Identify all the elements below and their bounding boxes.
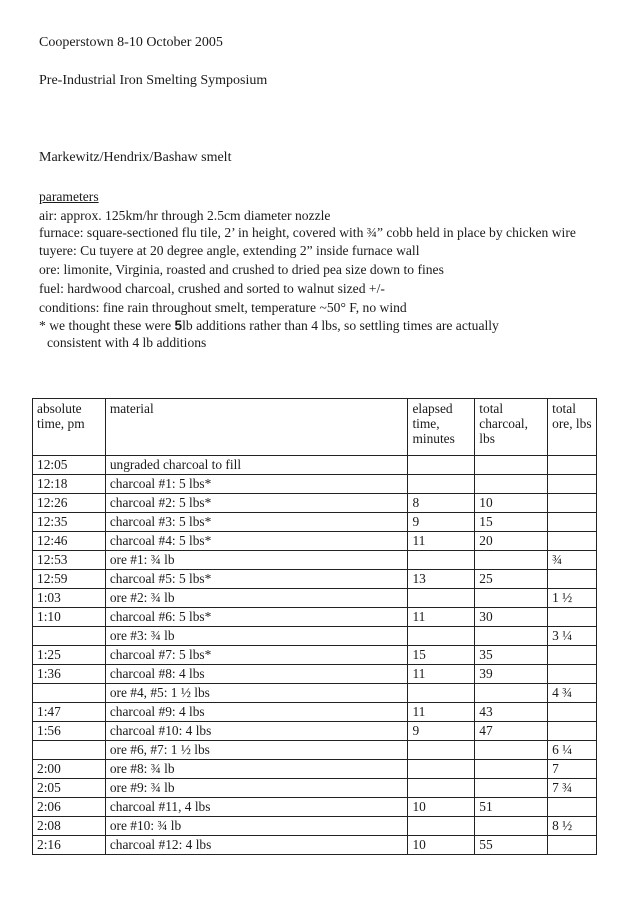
cell-ore: 8 ½ <box>548 817 597 836</box>
cell-ore <box>548 494 597 513</box>
cell-elapsed: 11 <box>408 665 475 684</box>
cell-charcoal <box>475 589 548 608</box>
table-row <box>33 475 597 494</box>
cell-material: charcoal #6: 5 lbs* <box>105 608 408 627</box>
header-elapsed-time: elapsed time, minutes <box>408 399 475 456</box>
cell-time: 12:18 <box>33 475 106 494</box>
param-ore: ore: limonite, Virginia, roasted and crushed to dried pea size down to fines <box>39 261 444 277</box>
param-furnace: furnace: square-sectioned flu tile, 2’ in height, covered with ¾” cobb held in place by chicken wire <box>39 225 576 240</box>
cell-time: 1:25 <box>33 646 106 665</box>
table-row <box>33 798 597 817</box>
table-row <box>33 456 597 475</box>
cell-charcoal <box>475 551 548 570</box>
cell-charcoal: 43 <box>475 703 548 722</box>
cell-material: charcoal #9: 4 lbs <box>105 703 408 722</box>
cell-ore <box>548 836 597 855</box>
table-body <box>33 456 597 855</box>
cell-material: ore #4, #5: 1 ½ lbs <box>105 684 408 703</box>
cell-time: 12:05 <box>33 456 106 475</box>
table-row <box>33 494 597 513</box>
cell-charcoal: 51 <box>475 798 548 817</box>
cell-elapsed <box>408 817 475 836</box>
cell-charcoal <box>475 741 548 760</box>
cell-ore: ¾ <box>548 551 597 570</box>
cell-elapsed <box>408 741 475 760</box>
cell-time: 1:47 <box>33 703 106 722</box>
cell-charcoal: 20 <box>475 532 548 551</box>
cell-elapsed: 10 <box>408 798 475 817</box>
table-row <box>33 513 597 532</box>
table-row <box>33 684 597 703</box>
table-row <box>33 836 597 855</box>
cell-charcoal: 35 <box>475 646 548 665</box>
cell-ore: 4 ¾ <box>548 684 597 703</box>
footnote-end: consistent with 4 lb additions <box>47 334 207 350</box>
cell-time: 2:05 <box>33 779 106 798</box>
cell-time <box>33 627 106 646</box>
footnote-start: * we thought these were <box>39 317 175 333</box>
cell-time: 2:06 <box>33 798 106 817</box>
cell-time: 1:56 <box>33 722 106 741</box>
cell-material: charcoal #4: 5 lbs* <box>105 532 408 551</box>
cell-elapsed: 10 <box>408 836 475 855</box>
table-header-row <box>33 399 597 456</box>
footnote <box>39 317 629 351</box>
header-total-charcoal: total charcoal, lbs <box>475 399 548 456</box>
table-row <box>33 779 597 798</box>
smelt-log-table <box>32 398 597 855</box>
cell-elapsed: 9 <box>408 513 475 532</box>
param-air: air: approx. 125km/hr through 2.5cm diameter nozzle <box>39 208 331 223</box>
cell-ore <box>548 513 597 532</box>
cell-charcoal <box>475 456 548 475</box>
cell-charcoal: 25 <box>475 570 548 589</box>
cell-time <box>33 684 106 703</box>
cell-charcoal: 55 <box>475 836 548 855</box>
cell-time: 12:26 <box>33 494 106 513</box>
cell-time: 12:35 <box>33 513 106 532</box>
symposium-title: Pre-Industrial Iron Smelting Symposium <box>39 73 268 88</box>
param-conditions: conditions: fine rain throughout smelt, temperature ~50° F, no wind <box>39 299 407 315</box>
cell-material: charcoal #1: 5 lbs* <box>105 475 408 494</box>
cell-elapsed: 15 <box>408 646 475 665</box>
cell-charcoal <box>475 817 548 836</box>
cell-charcoal: 10 <box>475 494 548 513</box>
cell-ore <box>548 646 597 665</box>
cell-time: 1:03 <box>33 589 106 608</box>
cell-charcoal <box>475 684 548 703</box>
param-fuel: fuel: hardwood charcoal, crushed and sorted to walnut sized +/- <box>39 280 385 296</box>
cell-elapsed <box>408 589 475 608</box>
cell-elapsed: 11 <box>408 608 475 627</box>
cell-material: charcoal #7: 5 lbs* <box>105 646 408 665</box>
cell-material: charcoal #12: 4 lbs <box>105 836 408 855</box>
header-material: material <box>105 399 408 456</box>
cell-material: ore #3: ¾ lb <box>105 627 408 646</box>
cell-material: ore #10: ¾ lb <box>105 817 408 836</box>
cell-charcoal: 15 <box>475 513 548 532</box>
cell-elapsed <box>408 760 475 779</box>
cell-charcoal <box>475 760 548 779</box>
parameters-heading: parameters <box>39 189 99 204</box>
cell-ore <box>548 665 597 684</box>
param-tuyere: tuyere: Cu tuyere at 20 degree angle, extending 2” inside furnace wall <box>39 242 420 258</box>
cell-charcoal <box>475 627 548 646</box>
cell-elapsed <box>408 627 475 646</box>
footnote-handwritten-five: 5 <box>174 317 183 333</box>
cell-ore <box>548 608 597 627</box>
cell-elapsed <box>408 779 475 798</box>
cell-ore: 7 ¾ <box>548 779 597 798</box>
header-absolute-time: absolute time, pm <box>33 399 106 456</box>
smelt-title: Markewitz/Hendrix/Bashaw smelt <box>39 150 232 165</box>
table-row <box>33 741 597 760</box>
table-row <box>33 532 597 551</box>
cell-ore <box>548 798 597 817</box>
cell-charcoal: 39 <box>475 665 548 684</box>
cell-elapsed <box>408 456 475 475</box>
cell-ore <box>548 532 597 551</box>
cell-material: ore #6, #7: 1 ½ lbs <box>105 741 408 760</box>
cell-material: ore #1: ¾ lb <box>105 551 408 570</box>
cell-elapsed: 8 <box>408 494 475 513</box>
table-row <box>33 608 597 627</box>
cell-material: charcoal #10: 4 lbs <box>105 722 408 741</box>
cell-time: 2:08 <box>33 817 106 836</box>
cell-charcoal: 47 <box>475 722 548 741</box>
cell-ore: 1 ½ <box>548 589 597 608</box>
cell-time <box>33 741 106 760</box>
table-row <box>33 551 597 570</box>
cell-elapsed <box>408 551 475 570</box>
cell-material: ore #2: ¾ lb <box>105 589 408 608</box>
cell-time: 1:10 <box>33 608 106 627</box>
cell-ore: 3 ¼ <box>548 627 597 646</box>
cell-ore <box>548 703 597 722</box>
cell-time: 12:59 <box>33 570 106 589</box>
cell-material: ore #9: ¾ lb <box>105 779 408 798</box>
cell-ore: 7 <box>548 760 597 779</box>
table-row <box>33 570 597 589</box>
parameters-section <box>39 187 629 351</box>
cell-elapsed <box>408 684 475 703</box>
cell-time: 12:46 <box>33 532 106 551</box>
cell-charcoal: 30 <box>475 608 548 627</box>
cell-ore <box>548 475 597 494</box>
cell-ore <box>548 456 597 475</box>
cell-charcoal <box>475 779 548 798</box>
cell-material: charcoal #8: 4 lbs <box>105 665 408 684</box>
header-total-ore: total ore, lbs <box>548 399 597 456</box>
event-title: Cooperstown 8-10 October 2005 <box>39 35 223 50</box>
cell-elapsed: 11 <box>408 532 475 551</box>
cell-charcoal <box>475 475 548 494</box>
cell-ore: 6 ¼ <box>548 741 597 760</box>
cell-elapsed: 11 <box>408 703 475 722</box>
cell-material: charcoal #5: 5 lbs* <box>105 570 408 589</box>
cell-elapsed <box>408 475 475 494</box>
cell-time: 2:16 <box>33 836 106 855</box>
cell-ore <box>548 722 597 741</box>
table-row <box>33 627 597 646</box>
cell-material: charcoal #3: 5 lbs* <box>105 513 408 532</box>
table-row <box>33 589 597 608</box>
cell-ore <box>548 570 597 589</box>
footnote-mid: lb additions rather than 4 lbs, so settling times are actually <box>182 317 499 333</box>
cell-material: charcoal #2: 5 lbs* <box>105 494 408 513</box>
table-row <box>33 665 597 684</box>
table-row <box>33 817 597 836</box>
cell-time: 1:36 <box>33 665 106 684</box>
table-row <box>33 703 597 722</box>
cell-material: ungraded charcoal to fill <box>105 456 408 475</box>
table-row <box>33 722 597 741</box>
cell-time: 12:53 <box>33 551 106 570</box>
cell-material: charcoal #11, 4 lbs <box>105 798 408 817</box>
table-row <box>33 760 597 779</box>
cell-elapsed: 9 <box>408 722 475 741</box>
cell-material: ore #8: ¾ lb <box>105 760 408 779</box>
table-row <box>33 646 597 665</box>
cell-time: 2:00 <box>33 760 106 779</box>
cell-elapsed: 13 <box>408 570 475 589</box>
